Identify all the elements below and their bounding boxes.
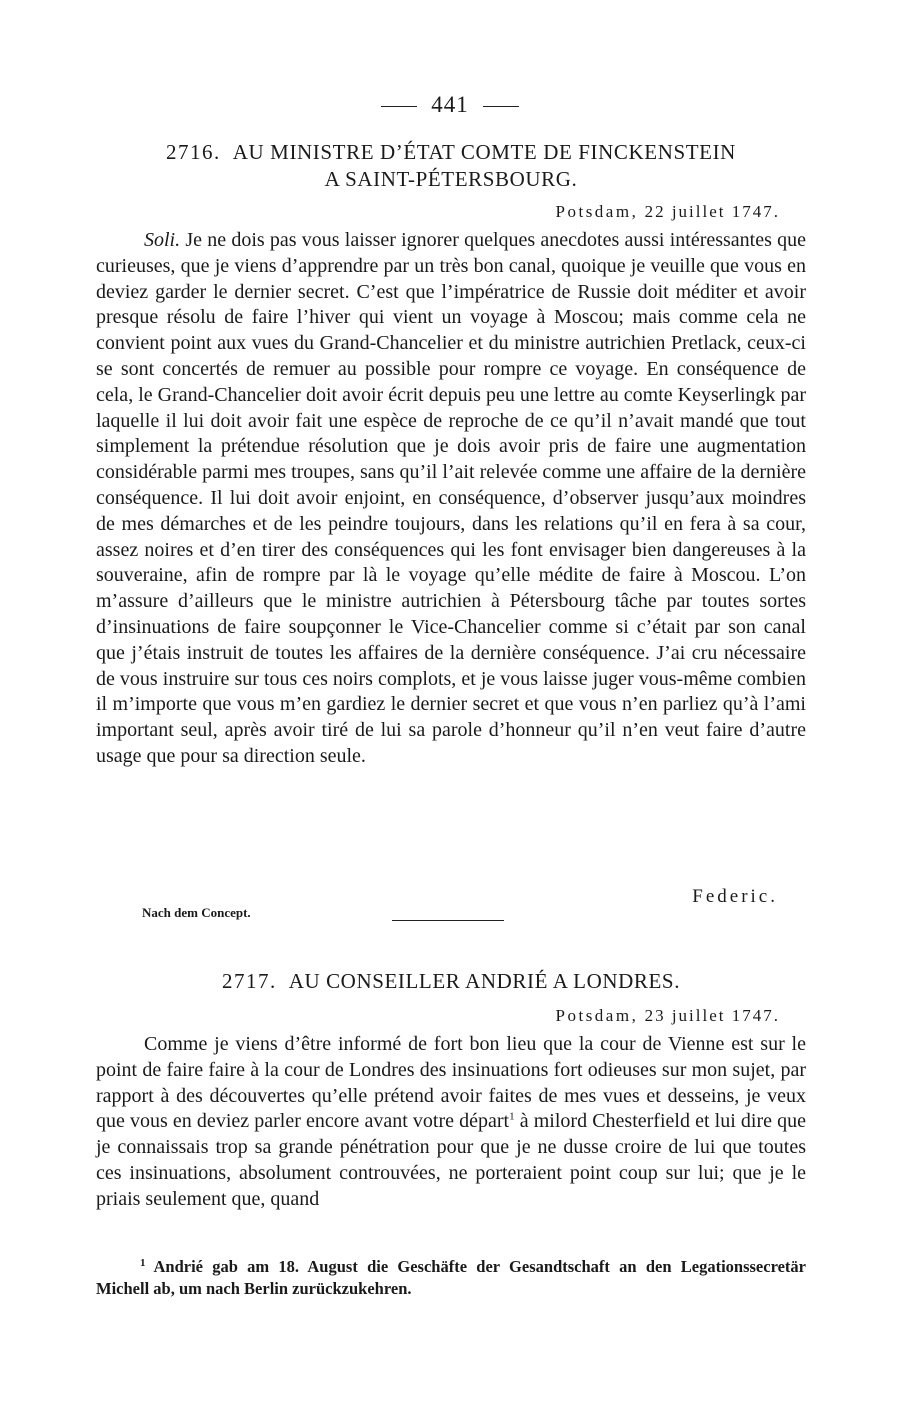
letter-2717-date: 23 juillet 1747. [644, 1006, 780, 1025]
footnote-mark: 1 [140, 1256, 146, 1269]
letter-2716-title-line1 [96, 139, 806, 166]
letter-2716-body [96, 228, 806, 770]
letter-2717-number: 2717. [221, 969, 277, 993]
letter-2717-place: Potsdam, [555, 1006, 639, 1025]
page-number-text: 441 [431, 92, 469, 117]
letter-2716-address: Soli. [144, 229, 181, 251]
letter-2716-date: 22 juillet 1747. [644, 202, 780, 221]
section-divider [392, 920, 504, 921]
letter-2717-title: AU CONSEILLER ANDRIÉ A LONDRES. [288, 969, 681, 993]
letter-2717-heading [96, 968, 806, 995]
letter-2717-body [96, 1032, 806, 1213]
letter-2716-source-note: Nach dem Concept. [142, 905, 251, 920]
letter-2716-title: AU MINISTRE D’ÉTAT COMTE DE FINCKENSTEIN [232, 140, 736, 164]
footnote [96, 1256, 806, 1300]
letter-2716-heading [96, 139, 806, 193]
page-number-dash-left [381, 106, 417, 107]
letter-2716-title-line2: A SAINT-PÉTERSBOURG. [324, 167, 578, 191]
footnote-text: Andrié gab am 18. August die Geschäfte der Gesandtschaft an den Legationssecretär Michell ab, um nach Berlin zurückzukehren. [96, 1257, 806, 1298]
letter-2716-text: Je ne dois pas vous laisser ignorer quelques anecdotes aussi intéressantes que curieuses, que je viens d’apprendre par un très bon canal, quoique je veuille que vous en deviez garder le dernier secret. C’est que l’impératrice de Russie doit méditer et avoir presque résolu de faire l’hiver qui vient un voyage à Moscou; mais comme cela ne convient point aux vues du Grand-Chancelier et du ministre autrichien Pretlack, ceux-ci se sont concertés de remuer au possible pour rompre ce voyage. En conséquence de cela, le Grand-Chancelier doit avoir écrit depuis peu une lettre au comte Keyserlingk par laquelle il lui doit avoir fait une espèce de reproche de ce qu’il n’avait mandé que tout simplement la prétendue résolution que je dois avoir pris de faire une augmentation considérable parmi mes troupes, sans qu’il l’ait relevée comme une affaire de la dernière conséquence. Il lui doit avoir enjoint, en conséquence, d’observer jusqu’aux moindres de mes démarches et de les peindre toujours, dans les relations qu’il en fera à sa cour, assez noires et d’en tirer des conséquences qui les font envisager bien dangereuses à la souveraine, afin de rompre par là le voyage qu’elle médite de faire à Moscou. L’on m’assure d’ailleurs que le ministre autrichien à Pétersbourg tâche par toutes sortes d’insinuations de faire soupçonner le Vice-Chancelier comme si c’était par son canal que j’étais instruit de toutes les affaires de la dernière conséquence. J’ai cru nécessaire de vous instruire sur tous ces noirs complots, et je vous laisse juger vous-même combien il m’importe que vous m’en gardiez le dernier secret et que vous n’en parliez qu’à l’ami important seul, après avoir tiré de lui sa parole d’honneur qu’il n’en veut faire d’autre usage que pour sa direction seule. [96, 229, 806, 767]
letter-2717-text-part2: à milord Chesterfield et lui dire que je connaissais trop sa grande pénétration pour que je ne dusse croire de lui que toutes ces insinuations, absolument controuvées, ne porteraient point coup sur lui; que je le priais seulement que, quand [96, 1110, 806, 1210]
letter-2716-paragraph [96, 228, 806, 770]
letter-2717-dateline [556, 1006, 780, 1026]
page-number [0, 92, 900, 118]
letter-2716-number: 2716. [166, 140, 221, 164]
letter-2717-paragraph [96, 1032, 806, 1213]
letter-2717-text-part1: Comme je viens d’être informé de fort bon lieu que la cour de Vienne est sur le point de faire faire à la cour de Londres des insinuations fort odieuses sur mon sujet, par rapport à des découvertes qu’elle prétend avoir faites de mes vues et desseins, je veux que vous en deviez parler encore avant votre départ [96, 1033, 806, 1133]
letter-2716-dateline [556, 202, 780, 222]
letter-2716-signature: Federic. [692, 886, 778, 907]
page-number-dash-right [483, 106, 519, 107]
letter-2716-place: Potsdam, [555, 202, 639, 221]
footnote-reference[interactable]: 1 [509, 1110, 515, 1123]
